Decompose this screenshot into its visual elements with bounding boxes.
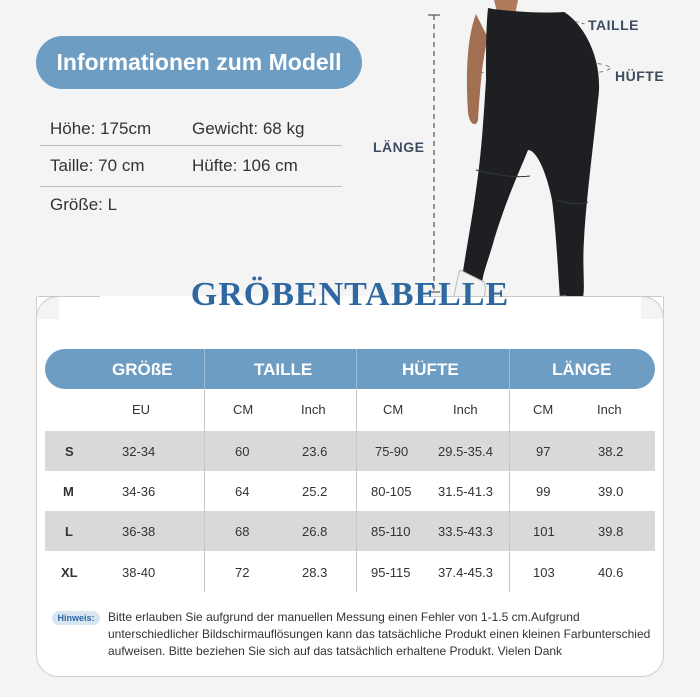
subheader-eu: EU [132, 402, 151, 417]
cell-hip-inch: 31.5-41.3 [438, 484, 493, 499]
cell-eu: 34-36 [122, 484, 156, 499]
note-text: Bitte erlauben Sie aufgrund der manuellen Messung einen Fehler von 1-1.5 cm.Aufgrund unterschiedlicher Bildschirmauflösungen kann das tatsächliche Produkt einen kleinen Farbunterschied aufweisen. Bitte beziehen Sie sich auf das tatsächlich erhaltene Produkt. Vielen Dank [108, 610, 651, 658]
subheader-hip-inch: Inch [453, 402, 478, 417]
subheader-hip-cm: CM [383, 402, 404, 417]
column-divider [509, 390, 510, 592]
cell-waist-inch: 26.8 [302, 524, 328, 539]
model-height: Höhe: 175cm [50, 119, 152, 138]
cell-eu: 36-38 [122, 524, 156, 539]
model-weight: Gewicht: 68 kg [192, 119, 305, 138]
model-info-title: Informationen zum Modell [36, 36, 362, 89]
table-row [45, 431, 655, 471]
subheader-waist-cm: CM [233, 402, 254, 417]
header-divider [204, 349, 205, 389]
note-badge: Hinweis: [52, 611, 100, 625]
cell-length-inch: 40.6 [598, 565, 624, 580]
column-divider [204, 390, 205, 592]
subheader-length-inch: Inch [597, 402, 622, 417]
cell-size: XL [61, 565, 78, 580]
cell-length-cm: 101 [533, 524, 555, 539]
model-size: Größe: L [50, 195, 118, 214]
cell-length-inch: 39.0 [598, 484, 624, 499]
subheader-length-cm: CM [533, 402, 554, 417]
size-table-title: GRÖBENTABELLE [190, 276, 510, 313]
model-hips: Hüfte: 106 cm [192, 156, 298, 175]
hip-measure-label: HÜFTE [615, 68, 665, 84]
cell-hip-inch: 29.5-35.4 [438, 444, 493, 459]
cell-waist-cm: 72 [235, 565, 250, 580]
cell-waist-inch: 28.3 [302, 565, 328, 580]
table-row [45, 511, 655, 551]
header-waist: TAILLE [254, 360, 313, 379]
cell-length-inch: 38.2 [598, 444, 624, 459]
table-row [45, 552, 655, 592]
cell-waist-cm: 60 [235, 444, 250, 459]
column-divider [356, 390, 357, 592]
cell-length-cm: 103 [533, 565, 555, 580]
cell-size: M [63, 484, 74, 499]
cell-hip-inch: 37.4-45.3 [438, 565, 493, 580]
subheader-waist-inch: Inch [301, 402, 326, 417]
cell-waist-inch: 23.6 [302, 444, 328, 459]
header-divider [356, 349, 357, 389]
cell-eu: 32-34 [122, 444, 156, 459]
table-row [45, 471, 655, 511]
cell-hip-inch: 33.5-43.3 [438, 524, 493, 539]
header-length: LÄNGE [552, 360, 612, 379]
size-table-header [45, 349, 655, 389]
cell-size: L [65, 524, 73, 539]
header-hips: HÜFTE [402, 360, 459, 379]
cell-length-cm: 99 [536, 484, 551, 499]
cell-eu: 38-40 [122, 565, 156, 580]
cell-waist-cm: 64 [235, 484, 250, 499]
cell-waist-inch: 25.2 [302, 484, 328, 499]
cell-length-cm: 97 [536, 444, 551, 459]
cell-hip-cm: 80-105 [371, 484, 412, 499]
cell-hip-cm: 95-115 [371, 565, 411, 580]
cell-hip-cm: 85-110 [371, 524, 411, 539]
cell-length-inch: 39.8 [598, 524, 624, 539]
header-size: GRÖßE [112, 360, 173, 379]
waist-measure-label: TAILLE [588, 17, 639, 33]
cell-waist-cm: 68 [235, 524, 250, 539]
header-divider [509, 349, 510, 389]
length-measure-label: LÄNGE [373, 139, 425, 155]
cell-hip-cm: 75-90 [375, 444, 409, 459]
cell-size: S [65, 444, 74, 459]
model-waist: Taille: 70 cm [50, 156, 145, 175]
